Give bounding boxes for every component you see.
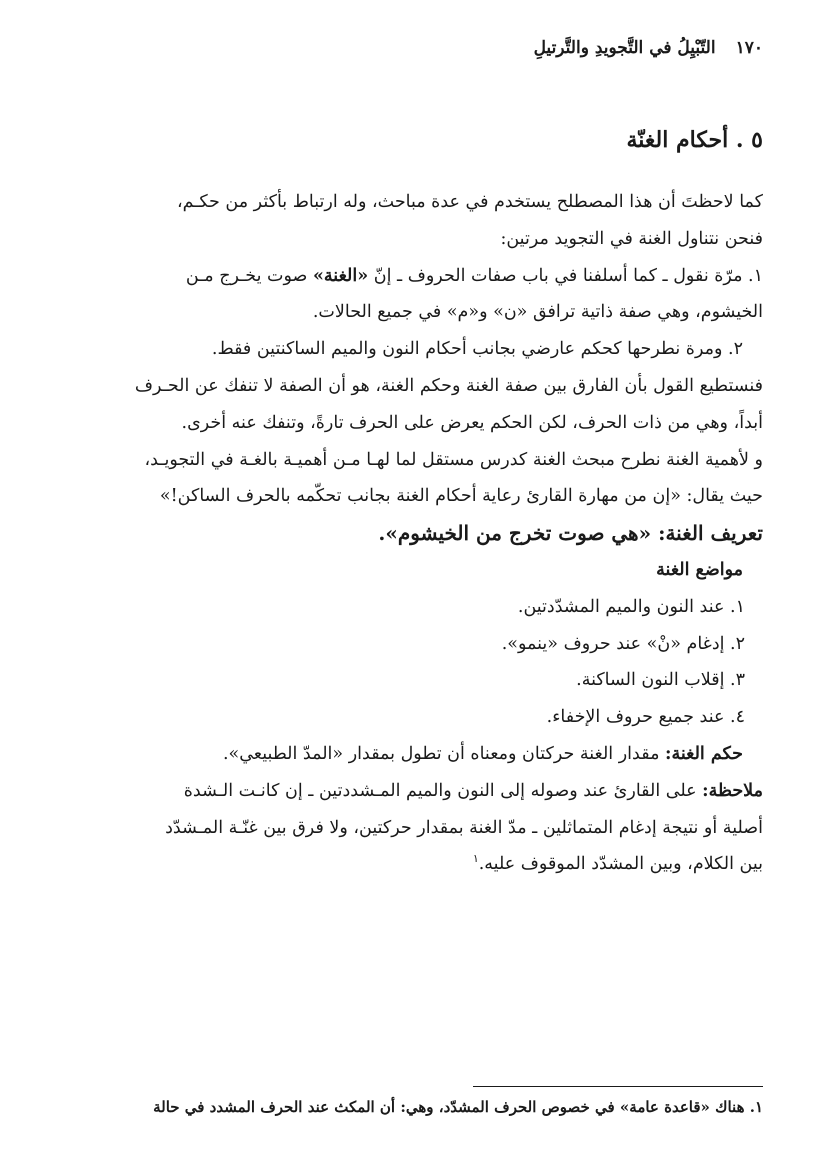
list-item [73, 258, 763, 295]
note [73, 773, 763, 810]
list-item: ٢. ومرة نطرحها كحكم عارضي بجانب أحكام النون والميم الساكنتين فقط. [211, 339, 743, 360]
note-label: ملاحظة: [702, 780, 763, 801]
ruling-text: مقدار الغنة حركتان ومعناه أن تطول بمقدار «المدّ الطبيعي». [222, 743, 666, 764]
footnote-ref[interactable]: ١ [472, 852, 479, 866]
note-text: على القارئ عند وصوله إلى النون والميم المـشددتين ـ إن كانـت الـشدة [183, 780, 703, 801]
term-highlight: «الغنة» [312, 265, 369, 286]
footnote-rule [473, 1086, 763, 1087]
places-item: ٣. إقلاب النون الساكنة. [576, 670, 745, 691]
paragraph-line: كما لاحظتَ أن هذا المصطلح يستخدم في عدة مباحث، وله ارتباط بأكثر من حكـم، [176, 192, 763, 212]
paragraph-line [73, 846, 763, 883]
footnote: ١. هناك «قاعدة عامة» في خصوص الحرف المشدّد، وهي: أن المكث عند الحرف المشدد في حالة [153, 1098, 763, 1116]
paragraph-line: أبداً، وهي من ذات الحرف، لكن الحكم يعرض على الحرف تارةً، وتنفك عنه أخرى. [181, 412, 763, 433]
list-text: صوت يخـرج مـن [185, 265, 313, 286]
paragraph-line: فنحن نتناول الغنة في التجويد مرتين: [500, 228, 763, 249]
definition [73, 515, 763, 552]
paragraph-line: و لأهمية الغنة نطرح مبحث الغنة كدرس مستقل لما لهـا مـن أهميـة بالغـة في التجويـد، [144, 449, 763, 470]
paragraph-line: حيث يقال: «إن من مهارة القارئ رعاية أحكام الغنة بجانب تحكّمه بالحرف الساكن!» [159, 486, 763, 507]
book-title: التّبْيِلُ في التَّجويدِ والتَّرتيلِ [533, 38, 716, 58]
ruling [73, 736, 763, 773]
note-text: بين الكلام، وبين المشدّد الموقوف عليه. [478, 854, 763, 875]
book-page [73, 0, 763, 1169]
definition-text: «هي صوت تخرج من الخيشوم». [378, 521, 659, 546]
paragraph-line: أصلية أو نتيجة إدغام المتماثلين ـ مدّ الغنة بمقدار حركتين، ولا فرق بين غنّـة المـشدّد [165, 817, 763, 838]
page-number: ١٧٠ [735, 38, 763, 58]
section-title: ٥ . أحكام الغنّة [626, 127, 763, 153]
definition-label: تعريف الغنة: [658, 521, 763, 546]
places-item: ٤. عند جميع حروف الإخفاء. [546, 707, 745, 728]
places-heading: مواضع الغنة [656, 559, 743, 580]
places-item: ٢. إدغام «نْ» عند حروف «ينمو». [501, 633, 745, 654]
ruling-label: حكم الغنة: [665, 743, 743, 764]
body-text [73, 184, 763, 883]
places-item: ١. عند النون والميم المشدّدتين. [517, 596, 745, 617]
paragraph-line: الخيشوم، وهي صفة ذاتية ترافق «ن» و«م» في جميع الحالات. [312, 302, 763, 323]
running-head [73, 38, 763, 58]
list-text: ١. مرّة نقول ـ كما أسلفنا في باب صفات الحروف ـ إنّ [368, 265, 763, 286]
paragraph-line: فنستطيع القول بأن الفارق بين صفة الغنة وحكم الغنة، هو أن الصفة لا تنفك عن الحـرف [134, 375, 763, 396]
